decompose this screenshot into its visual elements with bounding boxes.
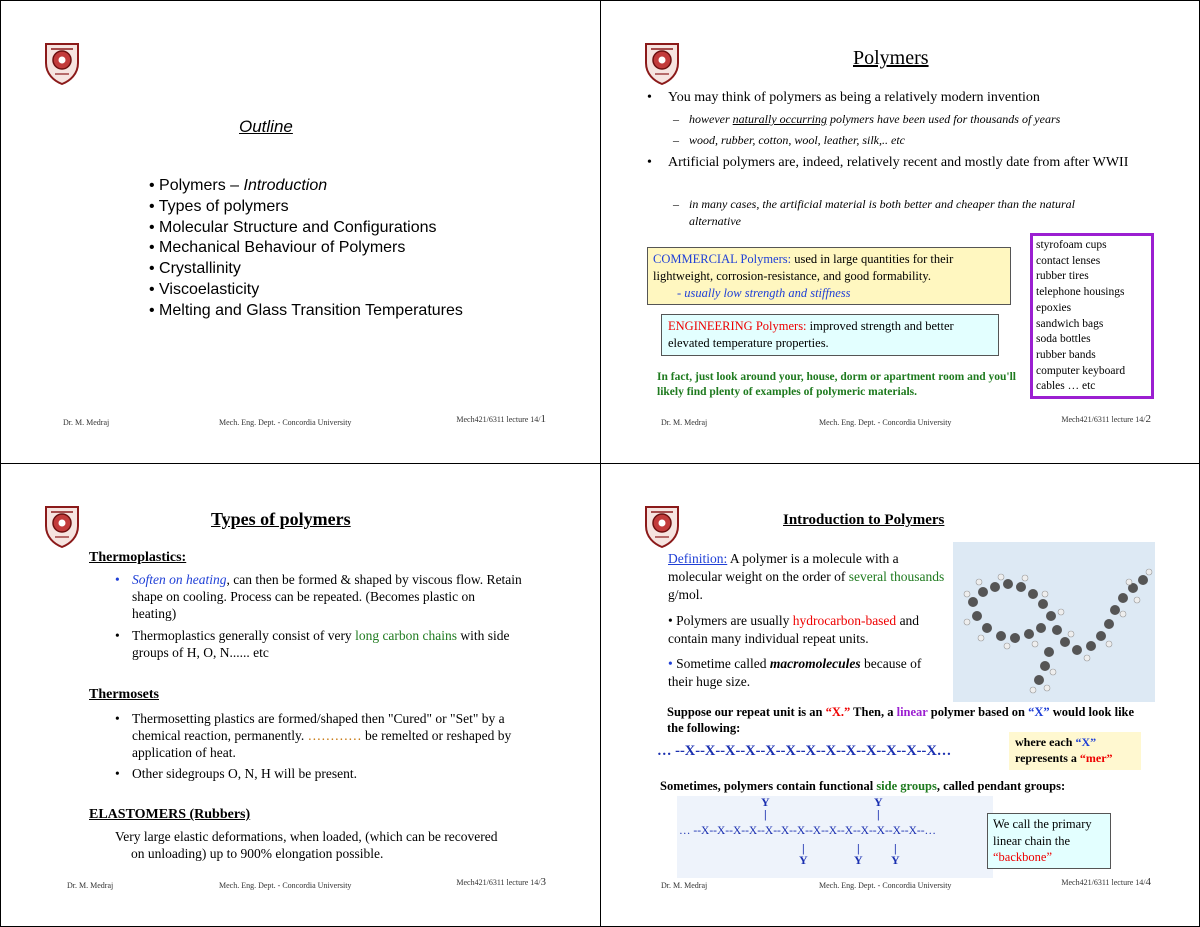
bullet: •: [115, 711, 120, 726]
footer-lecture: Mech421/6311 lecture 14/1: [456, 413, 546, 425]
bullet-text: Artificial polymers are, indeed, relatively recent and mostly date from after WWII: [668, 155, 1129, 170]
footer-author: Dr. M. Medraj: [661, 881, 708, 890]
elastomers-heading: ELASTOMERS (Rubbers): [89, 807, 251, 822]
university-crest-icon: [643, 504, 681, 548]
sub-bullet: however naturally occurring polymers have been used for thousands of years: [689, 112, 1061, 126]
example-item: soda bottles: [1036, 333, 1091, 346]
slide-3: [0, 463, 601, 927]
university-crest-icon: [43, 504, 81, 548]
footer-lecture: Mech421/6311 lecture 14/4: [1061, 876, 1151, 888]
footer-dept: Mech. Eng. Dept. - Concordia University: [219, 418, 352, 427]
footer-lecture: Mech421/6311 lecture 14/3: [456, 876, 546, 888]
thermoplastics-heading: Thermoplastics:: [89, 550, 187, 565]
side-group: | Y: [891, 841, 900, 867]
bullet-text: Soften on heating, can then be formed & shaped by viscous flow. Retain shape on cooling. Process can be repeated. (Becomes plastic on heating): [132, 572, 522, 621]
pendant-chain-diagram: [677, 796, 993, 878]
outline-item: • Polymers – Introduction: [149, 177, 328, 194]
bullet: •: [647, 90, 652, 105]
dash: –: [673, 112, 679, 126]
side-group: Y |: [761, 795, 770, 821]
example-item: cables … etc: [1036, 380, 1096, 393]
side-group: Y |: [874, 795, 883, 821]
outline-item: • Molecular Structure and Configurations: [149, 218, 437, 236]
elastomers-text: Very large elastic deformations, when loaded, (which can be recovered on unloading) up to 900% elongation possible.: [115, 829, 498, 861]
thermosets-heading: Thermosets: [89, 687, 159, 702]
sub-bullet: wood, rubber, cotton, wool, leather, silk,.. etc: [689, 133, 905, 147]
dash: –: [673, 133, 679, 147]
university-crest-icon: [43, 41, 81, 85]
example-item: epoxies: [1036, 301, 1072, 314]
example-item: sandwich bags: [1036, 317, 1104, 330]
hydrocarbon-text: • Polymers are usually hydrocarbon-based and contain many individual repeat units.: [668, 613, 920, 646]
bullet-text: Other sidegroups O, N, H will be present.: [132, 766, 357, 781]
backbone-chain: … --X--X--X--X--X--X--X--X--X--X--X--X--X--X--…: [679, 825, 937, 837]
slide-2: [600, 0, 1200, 464]
linear-chain: … --X--X--X--X--X--X--X--X--X--X--X--X--X…: [657, 743, 952, 759]
examples-box: [1030, 233, 1154, 399]
side-group: | Y: [799, 841, 808, 867]
slide-4: [600, 463, 1200, 927]
bullet-text: You may think of polymers as being a relatively modern invention: [668, 90, 1040, 105]
outline-item: • Melting and Glass Transition Temperatures: [149, 301, 463, 319]
footer-dept: Mech. Eng. Dept. - Concordia University: [819, 418, 952, 427]
molecule-model-image: [953, 542, 1155, 702]
footer-dept: Mech. Eng. Dept. - Concordia University: [219, 881, 352, 890]
slide-1: [0, 0, 601, 464]
university-crest-icon: [643, 41, 681, 85]
example-item: rubber tires: [1036, 270, 1089, 283]
bullet: •: [115, 766, 120, 781]
slide-title: Outline: [239, 117, 293, 136]
engineering-polymers-box: ENGINEERING Polymers: improved strength and better elevated temperature properties.: [661, 314, 999, 356]
footer-lecture: Mech421/6311 lecture 14/2: [1061, 413, 1151, 425]
macromolecules-text: • Sometime called macromolecules because of their huge size.: [668, 656, 922, 689]
example-item: contact lenses: [1036, 254, 1101, 267]
slide-title: Types of polymers: [211, 509, 351, 529]
bullet: •: [115, 572, 120, 587]
commercial-polymers-box: COMMERCIAL Polymers: used in large quantities for their lightweight, corrosion-resistance, and good formability. - usually low strength and stiffness: [647, 247, 1011, 305]
definition-text: Definition: A polymer is a molecule with a molecular weight on the order of several thousands g/mol.: [668, 551, 945, 602]
footer-dept: Mech. Eng. Dept. - Concordia University: [819, 881, 952, 890]
backbone-box: We call the primary linear chain the “backbone”: [987, 813, 1111, 869]
bullet: •: [115, 628, 120, 643]
bullet-text: Thermosetting plastics are formed/shaped then "Cured" or "Set" by a chemical reaction, permanently. ………… be remelted or reshaped by application of heat.: [132, 711, 512, 760]
example-item: rubber bands: [1036, 348, 1096, 361]
slide-title: Introduction to Polymers: [783, 512, 945, 528]
side-groups-text: Sometimes, polymers contain functional side groups, called pendant groups:: [660, 779, 1066, 793]
example-item: telephone housings: [1036, 286, 1125, 299]
repeat-unit-text: Suppose our repeat unit is an “X.” Then, a linear polymer based on “X” would look like the following:: [667, 705, 1135, 735]
outline-item: • Mechanical Behaviour of Polymers: [149, 239, 406, 257]
dash: –: [673, 197, 679, 211]
sub-bullet: in many cases, the artificial material is both better and cheaper than the natural alternative: [689, 197, 1075, 228]
slide-title: Polymers: [853, 47, 929, 69]
footer-author: Dr. M. Medraj: [661, 418, 708, 427]
side-group: | Y: [854, 841, 863, 867]
footer-author: Dr. M. Medraj: [67, 881, 114, 890]
bullet-text: Thermoplastics generally consist of very long carbon chains with side groups of H, O, N...... etc: [132, 628, 510, 660]
bullet: •: [647, 155, 652, 170]
outline-item: • Crystallinity: [149, 260, 241, 278]
mer-box: where each “X” represents a “mer”: [1009, 732, 1141, 770]
outline-list: [149, 176, 463, 322]
outline-item: • Types of polymers: [149, 197, 289, 215]
fact-text: In fact, just look around your, house, dorm or apartment room and you'll likely find plenty of examples of polymeric materials.: [657, 371, 1016, 398]
example-item: styrofoam cups: [1036, 239, 1107, 251]
footer-author: Dr. M. Medraj: [63, 418, 110, 427]
example-item: computer keyboard: [1036, 364, 1126, 377]
outline-item: • Viscoelasticity: [149, 280, 260, 298]
